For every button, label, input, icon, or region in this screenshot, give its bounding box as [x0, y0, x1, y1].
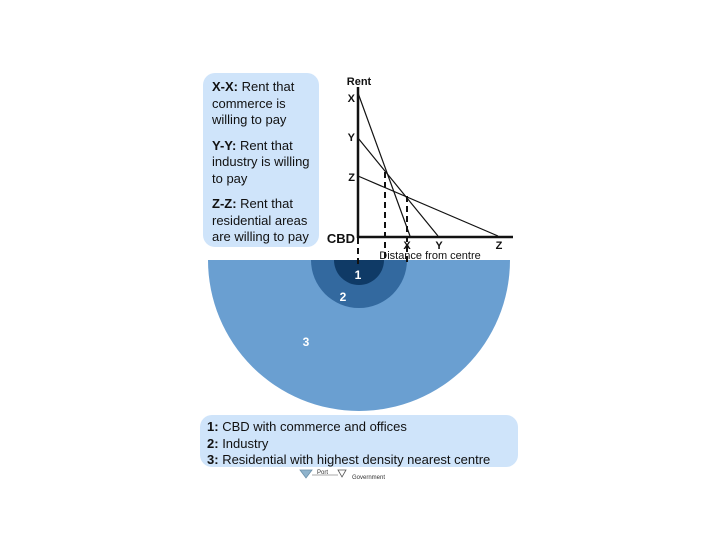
zone-legend-entry-2 — [207, 436, 518, 453]
curve-z-z — [358, 176, 498, 236]
rent-legend-text: Rent that residential areas are willing to pay — [212, 196, 309, 244]
zone-1-label: 1 — [354, 268, 362, 282]
map-fragment-right — [338, 470, 346, 477]
y-tick-y: Y — [347, 132, 355, 144]
zone-legend-key: 3: — [207, 452, 219, 467]
x-axis-label: Distance from centre — [379, 250, 481, 262]
zone-legend-key: 2: — [207, 435, 219, 451]
zone-legend-key: 1: — [207, 419, 219, 434]
rent-legend-text: Rent that industry is willing to pay — [212, 137, 310, 186]
y-tick-z: Z — [348, 172, 355, 184]
x-tick-z: Z — [495, 240, 503, 252]
curve-y-y — [358, 138, 438, 236]
zone-legend-text: CBD with commerce and offices — [222, 419, 407, 434]
y-axis-label: Rent — [346, 76, 372, 88]
map-fragment-left — [300, 470, 312, 478]
rent-legend — [203, 73, 319, 247]
zone-legend-entry-3 — [207, 452, 518, 469]
port-label: Port — [317, 470, 329, 476]
zone-legend-text: Industry — [222, 435, 269, 451]
rent-legend-key: Z-Z: — [212, 196, 237, 211]
zone-legend-text: Residential with highest density nearest centre — [222, 452, 491, 467]
government-label: Government — [352, 475, 386, 481]
y-tick-x: X — [347, 93, 355, 105]
rent-legend-key: Y-Y: — [212, 137, 237, 153]
rent-legend-entry-y — [212, 138, 319, 188]
x-tick-x: X — [403, 240, 411, 252]
rent-legend-entry-z — [212, 196, 319, 246]
zone-legend — [200, 415, 518, 467]
rent-legend-entry-x — [212, 79, 319, 129]
x-tick-y: Y — [435, 240, 443, 252]
rent-legend-key: X-X: — [212, 79, 238, 94]
origin-label: CBD — [326, 231, 355, 246]
zone-2-label: 2 — [339, 290, 347, 304]
zone-legend-entry-1 — [207, 419, 518, 436]
rent-legend-text: Rent that commerce is willing to pay — [212, 79, 295, 127]
zone-3-label: 3 — [302, 335, 310, 349]
